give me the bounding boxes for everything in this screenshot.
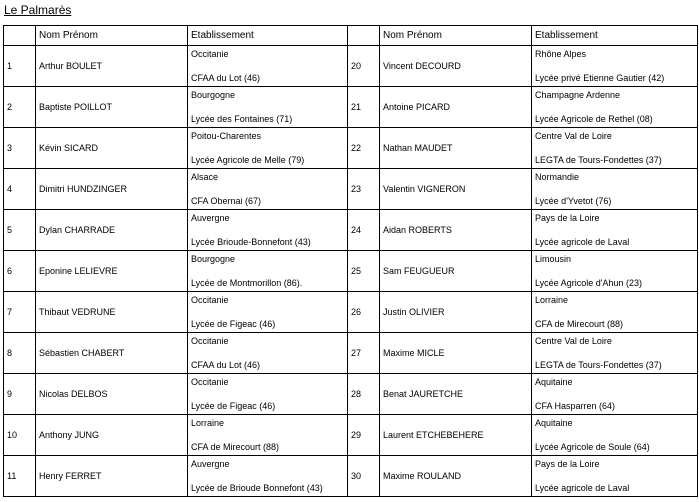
rank-header-right [348, 26, 380, 46]
participant-name-cell: Nicolas DELBOS [36, 374, 188, 415]
establishment-cell [532, 87, 698, 128]
establishment-cell [188, 169, 348, 210]
participant-name-cell: Dimitri HUNDZINGER [36, 169, 188, 210]
region-label: Occitanie [191, 336, 229, 346]
participant-name-cell: Aidan ROBERTS [380, 210, 532, 251]
region-label: Champagne Ardenne [535, 90, 621, 100]
school-label: CFA Obernai (67) [191, 196, 262, 206]
table-row [4, 415, 698, 456]
rank-cell: 7 [4, 292, 36, 333]
rank-cell: 11 [4, 456, 36, 497]
rank-cell: 9 [4, 374, 36, 415]
participant-name-cell: Sébastien CHABERT [36, 333, 188, 374]
region-label: Aquitaine [535, 418, 573, 428]
rank-cell: 1 [4, 46, 36, 87]
region-label: Pays de la Loire [535, 459, 600, 469]
region-label: Poitou-Charentes [191, 131, 262, 141]
establishment-cell [532, 456, 698, 497]
school-label: CFAA du Lot (46) [191, 73, 261, 83]
rank-cell: 29 [348, 415, 380, 456]
establishment-cell [188, 374, 348, 415]
table-row [4, 87, 698, 128]
region-label: Alsace [191, 172, 219, 182]
school-label: CFA de Mirecourt (88) [191, 442, 280, 452]
table-row [4, 46, 698, 87]
school-label: CFA Hasparren (64) [535, 401, 616, 411]
school-label: LEGTA de Tours-Fondettes (37) [535, 360, 662, 370]
rank-cell: 3 [4, 128, 36, 169]
participant-name-cell: Henry FERRET [36, 456, 188, 497]
establishment-cell [188, 415, 348, 456]
school-label: Lycée de Figeac (46) [191, 319, 276, 329]
establishment-cell [188, 210, 348, 251]
page-title: Le Palmarès [4, 3, 72, 17]
school-label: Lycée de Brioude Bonnefont (43) [191, 483, 323, 493]
region-label: Auvergne [191, 213, 230, 223]
school-label: Lycée Agricole de Melle (79) [191, 155, 305, 165]
participant-name-cell: Maxime MICLE [380, 333, 532, 374]
region-label: Aquitaine [535, 377, 573, 387]
establishment-cell [188, 292, 348, 333]
school-label: Lycée agricole de Laval [535, 237, 630, 247]
establishment-header-left: Etablissement [188, 26, 348, 46]
establishment-cell [532, 374, 698, 415]
establishment-cell [532, 46, 698, 87]
school-label: CFA de Mirecourt (88) [535, 319, 624, 329]
school-label: Lycée agricole de Laval [535, 483, 630, 493]
region-label: Pays de la Loire [535, 213, 600, 223]
region-label: Occitanie [191, 49, 229, 59]
table-row [4, 128, 698, 169]
rank-cell: 20 [348, 46, 380, 87]
establishment-cell [188, 333, 348, 374]
table-row [4, 292, 698, 333]
school-label: Lycée de Figeac (46) [191, 401, 276, 411]
school-label: Lycée privé Etienne Gautier (42) [535, 73, 665, 83]
establishment-cell [532, 169, 698, 210]
rank-cell: 8 [4, 333, 36, 374]
rank-cell: 5 [4, 210, 36, 251]
school-label: Lycée Agricole de Soule (64) [535, 442, 650, 452]
participant-name-cell: Dylan CHARRADE [36, 210, 188, 251]
table-row [4, 251, 698, 292]
palmares-table [3, 25, 698, 497]
establishment-cell [188, 46, 348, 87]
rank-cell: 23 [348, 169, 380, 210]
table-header-row [4, 26, 698, 46]
region-label: Occitanie [191, 377, 229, 387]
table-body [4, 46, 698, 497]
participant-name-cell: Baptiste POILLOT [36, 87, 188, 128]
school-label: Lycée Agricole d'Ahun (23) [535, 278, 642, 288]
participant-name-cell: Thibaut VEDRUNE [36, 292, 188, 333]
establishment-cell [532, 333, 698, 374]
school-label: Lycée Agricole de Rethel (08) [535, 114, 653, 124]
rank-cell: 26 [348, 292, 380, 333]
establishment-header-right: Etablissement [532, 26, 698, 46]
rank-cell: 28 [348, 374, 380, 415]
rank-cell: 10 [4, 415, 36, 456]
region-label: Auvergne [191, 459, 230, 469]
table-row [4, 210, 698, 251]
name-header-right: Nom Prénom [380, 26, 532, 46]
participant-name-cell: Eponine LELIEVRE [36, 251, 188, 292]
rank-cell: 6 [4, 251, 36, 292]
rank-cell: 30 [348, 456, 380, 497]
name-header-left: Nom Prénom [36, 26, 188, 46]
school-label: Lycée de Montmorillon (86). [191, 278, 303, 288]
participant-name-cell: Sam FEUGUEUR [380, 251, 532, 292]
rank-cell: 27 [348, 333, 380, 374]
region-label: Bourgogne [191, 90, 236, 100]
participant-name-cell: Antoine PICARD [380, 87, 532, 128]
rank-cell: 21 [348, 87, 380, 128]
participant-name-cell: Laurent ETCHEBEHERE [380, 415, 532, 456]
school-label: Lycée d'Yvetot (76) [535, 196, 612, 206]
participant-name-cell: Nathan MAUDET [380, 128, 532, 169]
table-row [4, 374, 698, 415]
participant-name-cell: Justin OLIVIER [380, 292, 532, 333]
rank-cell: 25 [348, 251, 380, 292]
region-label: Occitanie [191, 295, 229, 305]
rank-cell: 22 [348, 128, 380, 169]
participant-name-cell: Valentin VIGNERON [380, 169, 532, 210]
region-label: Rhône Alpes [535, 49, 587, 59]
region-label: Lorraine [535, 295, 569, 305]
establishment-cell [532, 292, 698, 333]
table-row [4, 169, 698, 210]
participant-name-cell: Anthony JUNG [36, 415, 188, 456]
establishment-cell [532, 128, 698, 169]
establishment-cell [188, 128, 348, 169]
establishment-cell [188, 456, 348, 497]
school-label: LEGTA de Tours-Fondettes (37) [535, 155, 662, 165]
region-label: Centre Val de Loire [535, 336, 612, 346]
participant-name-cell: Kévin SICARD [36, 128, 188, 169]
rank-cell: 2 [4, 87, 36, 128]
establishment-cell [188, 87, 348, 128]
table-row [4, 456, 698, 497]
rank-header-left [4, 26, 36, 46]
establishment-cell [532, 415, 698, 456]
region-label: Limousin [535, 254, 572, 264]
school-label: Lycée Brioude-Bonnefont (43) [191, 237, 311, 247]
school-label: Lycée des Fontaines (71) [191, 114, 293, 124]
table-row [4, 333, 698, 374]
establishment-cell [188, 251, 348, 292]
region-label: Centre Val de Loire [535, 131, 612, 141]
participant-name-cell: Benat JAURETCHE [380, 374, 532, 415]
participant-name-cell: Arthur BOULET [36, 46, 188, 87]
participant-name-cell: Vincent DECOURD [380, 46, 532, 87]
establishment-cell [532, 251, 698, 292]
region-label: Normandie [535, 172, 580, 182]
rank-cell: 4 [4, 169, 36, 210]
rank-cell: 24 [348, 210, 380, 251]
region-label: Lorraine [191, 418, 225, 428]
school-label: CFAA du Lot (46) [191, 360, 261, 370]
establishment-cell [532, 210, 698, 251]
region-label: Bourgogne [191, 254, 236, 264]
participant-name-cell: Maxime ROULAND [380, 456, 532, 497]
